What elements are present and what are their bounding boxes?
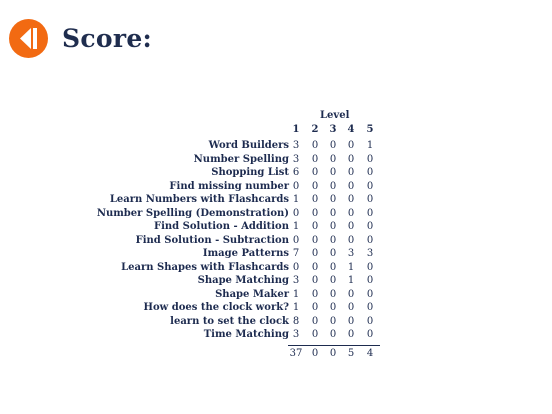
- score-cell: 1: [347, 261, 355, 273]
- score-cell: 0: [347, 221, 355, 232]
- score-cell: 0: [366, 288, 374, 300]
- score-cell: 0: [311, 140, 319, 151]
- score-cell: 0: [311, 315, 319, 327]
- score-cell: 0: [311, 207, 319, 219]
- score-cell: 0: [347, 153, 355, 165]
- score-cell: 0: [366, 207, 374, 219]
- total-cell: 0: [329, 348, 337, 359]
- score-cell: 0: [311, 302, 319, 313]
- score-cell: 0: [329, 288, 337, 300]
- activity-label: How does the clock work?: [143, 302, 289, 313]
- score-cell: 0: [329, 207, 337, 219]
- score-cell: 0: [347, 329, 355, 340]
- score-cell: 0: [329, 248, 337, 259]
- score-cell: 0: [311, 234, 319, 246]
- activity-label: Time Matching: [203, 329, 289, 340]
- score-cell: 0: [347, 140, 355, 151]
- score-cell: 0: [311, 329, 319, 340]
- activity-label: Shopping List: [211, 167, 289, 178]
- score-cell: 0: [347, 167, 355, 178]
- score-cell: 0: [347, 288, 355, 300]
- score-cell: 0: [329, 275, 337, 286]
- activity-label: Number Spelling (Demonstration): [96, 207, 289, 219]
- score-cell: 0: [347, 194, 355, 205]
- score-cell: 0: [347, 234, 355, 246]
- activity-label: Image Patterns: [202, 248, 289, 259]
- total-cell: 4: [366, 348, 374, 359]
- score-cell: 0: [292, 180, 300, 192]
- score-cell: 0: [366, 153, 374, 165]
- activity-label: Find Solution - Addition: [154, 221, 289, 232]
- level-column-1: 1: [292, 124, 300, 135]
- score-cell: 6: [292, 167, 300, 178]
- score-cell: 0: [311, 261, 319, 273]
- score-cell: 0: [366, 221, 374, 232]
- level-column-5: 5: [366, 124, 374, 135]
- activity-label: Find missing number: [169, 180, 289, 192]
- score-cell: 1: [292, 288, 300, 300]
- score-cell: 3: [347, 248, 355, 259]
- level-column-4: 4: [347, 124, 355, 135]
- activity-label: Learn Numbers with Flashcards: [109, 194, 289, 205]
- level-column-3: 3: [329, 124, 337, 135]
- score-cell: 0: [311, 194, 319, 205]
- score-cell: 0: [311, 275, 319, 286]
- score-cell: 1: [292, 194, 300, 205]
- score-cell: 0: [366, 180, 374, 192]
- activity-label: Word Builders: [208, 140, 289, 151]
- page-title: Score:: [62, 24, 153, 53]
- score-cell: 0: [347, 207, 355, 219]
- score-cell: 0: [329, 140, 337, 151]
- score-cell: 0: [329, 302, 337, 313]
- score-cell: 0: [366, 302, 374, 313]
- score-cell: 0: [292, 234, 300, 246]
- score-cell: 0: [329, 167, 337, 178]
- score-cell: 0: [329, 315, 337, 327]
- activity-label: Shape Maker: [215, 288, 289, 300]
- score-cell: 1: [292, 221, 300, 232]
- score-cell: 0: [329, 180, 337, 192]
- score-cell: 0: [311, 248, 319, 259]
- score-cell: 3: [292, 153, 300, 165]
- score-cell: 3: [292, 140, 300, 151]
- level-column-2: 2: [311, 124, 319, 135]
- totals-divider: [288, 345, 380, 346]
- score-cell: 0: [366, 167, 374, 178]
- score-cell: 0: [311, 180, 319, 192]
- score-cell: 0: [329, 234, 337, 246]
- score-cell: 1: [292, 302, 300, 313]
- score-cell: 0: [329, 153, 337, 165]
- score-cell: 0: [329, 221, 337, 232]
- score-cell: 3: [366, 248, 374, 259]
- score-cell: 0: [366, 234, 374, 246]
- score-cell: 0: [311, 153, 319, 165]
- score-cell: 0: [366, 315, 374, 327]
- score-cell: 0: [292, 261, 300, 273]
- score-cell: 0: [329, 194, 337, 205]
- score-cell: 1: [366, 140, 374, 151]
- score-cell: 0: [311, 221, 319, 232]
- score-cell: 3: [292, 329, 300, 340]
- activity-label: Learn Shapes with Flashcards: [121, 261, 289, 273]
- score-cell: 0: [347, 180, 355, 192]
- score-cell: 0: [292, 207, 300, 219]
- score-cell: 0: [347, 302, 355, 313]
- level-header: Level: [320, 110, 350, 121]
- score-cell: 0: [311, 167, 319, 178]
- score-cell: 8: [292, 315, 300, 327]
- activity-label: learn to set the clock: [170, 315, 289, 327]
- total-cell: 37: [289, 348, 303, 359]
- score-cell: 1: [347, 275, 355, 286]
- score-cell: 0: [366, 275, 374, 286]
- score-cell: 0: [347, 315, 355, 327]
- score-cell: 3: [292, 275, 300, 286]
- activity-label: Find Solution - Subtraction: [135, 234, 289, 246]
- score-cell: 0: [329, 261, 337, 273]
- score-cell: 7: [292, 248, 300, 259]
- total-cell: 5: [347, 348, 355, 359]
- activity-label: Number Spelling: [193, 153, 289, 165]
- score-cell: 0: [329, 329, 337, 340]
- score-cell: 0: [311, 288, 319, 300]
- score-cell: 0: [366, 194, 374, 205]
- activity-label: Shape Matching: [197, 275, 289, 286]
- score-cell: 0: [366, 261, 374, 273]
- total-cell: 0: [311, 348, 319, 359]
- score-cell: 0: [366, 329, 374, 340]
